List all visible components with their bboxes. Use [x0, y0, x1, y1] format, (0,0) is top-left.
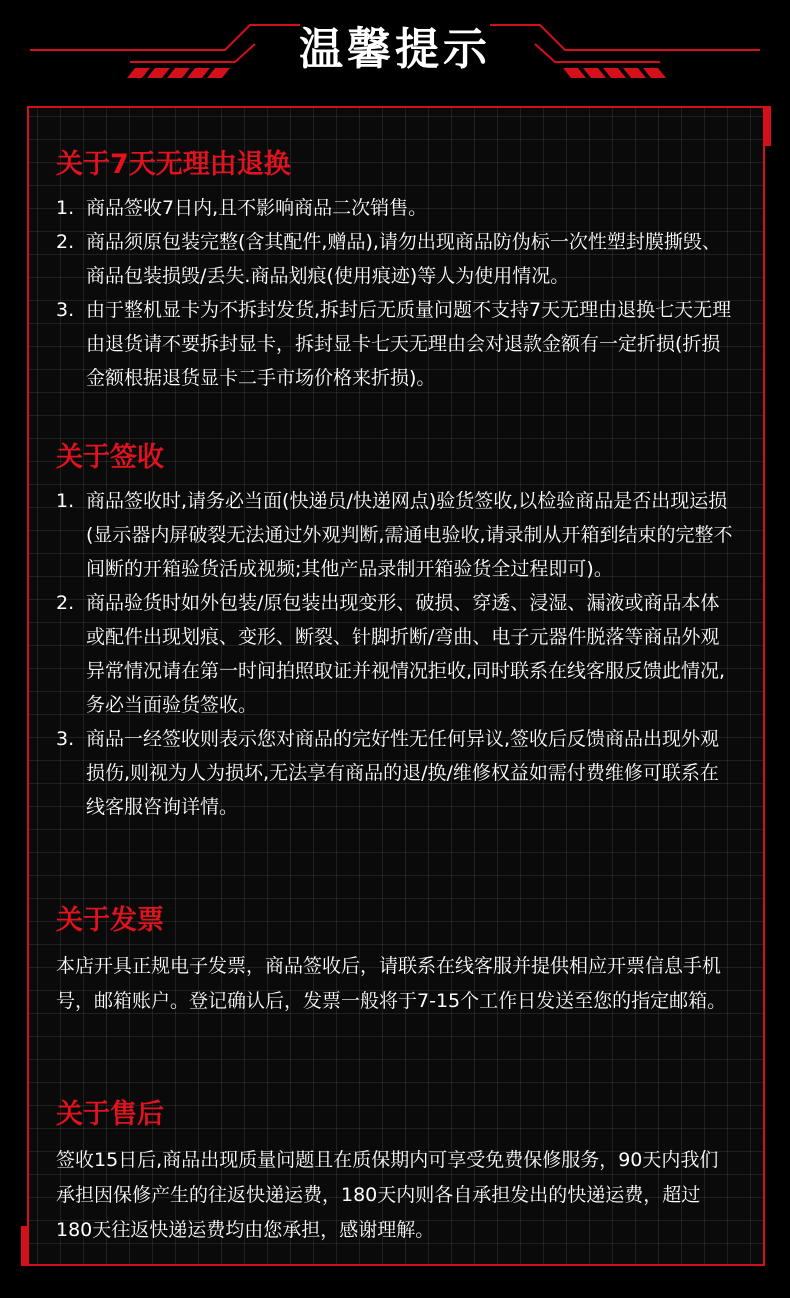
item-text: 由于整机显卡为不拆封发货,拆封后无质量问题不支持7天无理由退换七天无理由退货请不要拆封显卡，拆封显卡七天无理由会对退款金额有一定折损(折损金额根据退货显卡二手市场价格来折损)。 — [86, 299, 732, 389]
item-list — [56, 484, 736, 824]
section-signing — [56, 440, 736, 824]
list-item — [56, 484, 736, 586]
item-text: 商品一经签收则表示您对商品的完好性无任何异议,签收后反馈商品出现外观损伤,则视为人为损坏,无法享有商品的退/换/维修权益如需付费维修可联系在线客服咨询详情。 — [86, 728, 720, 818]
corner-accent-bottom-left — [21, 1226, 29, 1266]
list-item — [56, 293, 736, 395]
item-number: 2. — [56, 231, 75, 253]
section-paragraph: 签收15日后,商品出现质量问题且在质保期内可享受免费保修服务，90天内我们承担因保修产生的往返快递运费，180天内则各自承担发出的快递运费，超过180天往返快递运费均由您承担，感谢理解。 — [56, 1149, 719, 1241]
section-title: 关于7天无理由退换 — [56, 149, 291, 180]
section-after-sales — [56, 1097, 736, 1248]
list-item — [56, 722, 736, 824]
item-number: 3. — [56, 299, 75, 321]
item-text: 商品签收时,请务必当面(快递员/快递网点)验货签收,以检验商品是否出现运损(显示器内屏破裂无法通过外观判断,需通电验收,请录制从开箱到结束的完整不间断的开箱验货活成视频;其他产品录制开箱验货全过程即可)。 — [86, 490, 733, 580]
item-number: 1. — [56, 197, 75, 219]
list-item — [56, 586, 736, 722]
page-title: 温馨提示 — [299, 24, 491, 75]
item-list — [56, 191, 736, 395]
section-title: 关于签收 — [56, 442, 164, 473]
item-number: 1. — [56, 490, 75, 512]
list-item — [56, 191, 736, 225]
item-number: 3. — [56, 728, 75, 750]
corner-accent-top-right — [763, 106, 771, 146]
item-text: 商品须原包装完整(含其配件,赠品),请勿出现商品防伪标一次性塑封膜撕毁、商品包装损毁/丢失.商品划痕(使用痕迹)等人为使用情况。 — [86, 231, 721, 287]
section-title: 关于售后 — [56, 1099, 164, 1130]
list-item — [56, 225, 736, 293]
item-number: 2. — [56, 592, 75, 614]
section-paragraph: 本店开具正规电子发票，商品签收后，请联系在线客服并提供相应开票信息手机号，邮箱账户。登记确认后，发票一般将于7-15个工作日发送至您的指定邮箱。 — [56, 955, 727, 1012]
section-title: 关于发票 — [56, 905, 164, 936]
header-banner — [0, 0, 790, 100]
section-invoice — [56, 903, 736, 1019]
item-text: 商品签收7日内,且不影响商品二次销售。 — [86, 197, 428, 219]
section-return-policy — [56, 147, 736, 395]
item-text: 商品验货时如外包装/原包装出现变形、破损、穿透、浸湿、漏液或商品本体或配件出现划痕、变形、断裂、针脚折断/弯曲、电子元器件脱落等商品外观异常情况请在第一时间拍照取证并视情况拒收,同时联系在线客服反馈此情况,务必当面验货签收。 — [86, 592, 726, 716]
